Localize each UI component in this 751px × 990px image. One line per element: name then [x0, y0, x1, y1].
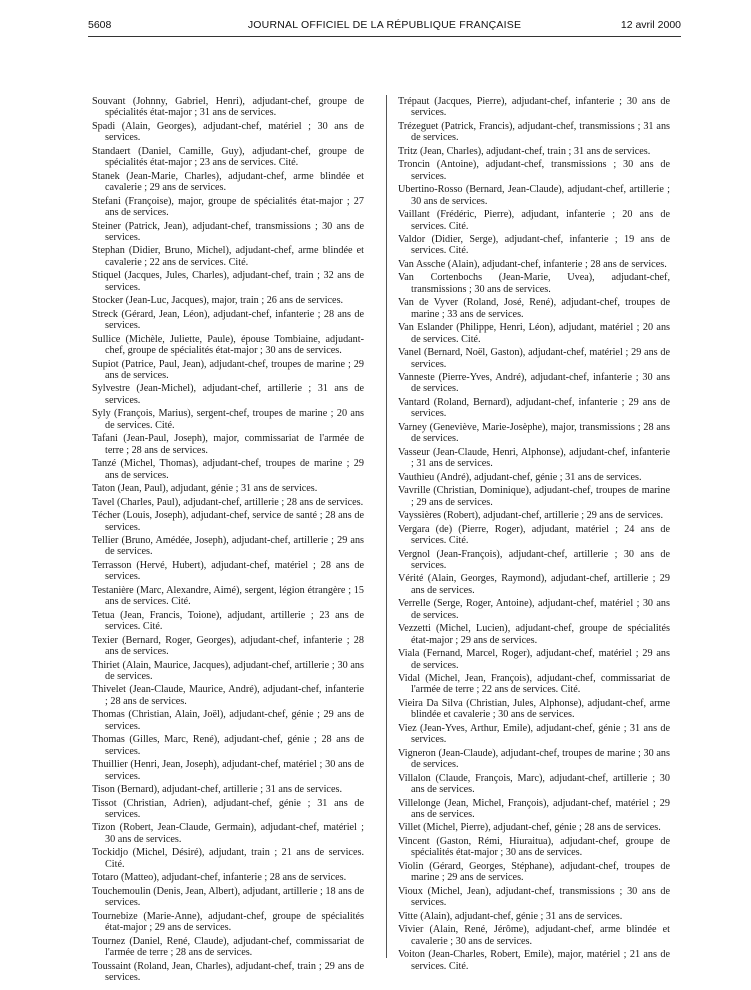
list-entry: Varney (Geneviève, Marie-Josèphe), major, transmissions ; 28 ans de services. [398, 421, 670, 445]
list-entry: Trézeguet (Patrick, Francis), adjudant-chef, transmissions ; 31 ans de services. [398, 120, 670, 144]
page-number: 5608 [88, 19, 112, 31]
list-entry: Van de Vyver (Roland, José, René), adjudant-chef, troupes de marine ; 33 ans de services. [398, 297, 670, 320]
list-entry: Testanière (Marc, Alexandre, Aimé), sergent, légion étrangère ; 15 ans de services. Cité. [92, 584, 364, 608]
list-entry: Ubertino-Rosso (Bernard, Jean-Claude), adjudant-chef, artillerie ; 30 ans de services. [398, 184, 670, 207]
list-entry: Stephan (Didier, Bruno, Michel), adjudant-chef, arme blindée et cavalerie ; 22 ans de services. Cité. [92, 245, 364, 268]
list-entry: Vioux (Michel, Jean), adjudant-chef, transmissions ; 30 ans de services. [398, 885, 670, 909]
list-entry: Tournez (Daniel, René, Claude), adjudant-chef, commissariat de l'armée de terre ; 28 ans de services. [92, 935, 364, 958]
journal-title: JOURNAL OFFICIEL DE LA RÉPUBLIQUE FRANÇAISE [247, 19, 522, 31]
list-entry: Thomas (Gilles, Marc, René), adjudant-chef, génie ; 28 ans de services. [92, 734, 364, 757]
list-entry: Tritz (Jean, Charles), adjudant-chef, train ; 31 ans de services. [398, 145, 651, 157]
list-entry: Streck (Gérard, Jean, Léon), adjudant-chef, infanterie ; 28 ans de services. [92, 308, 364, 332]
list-entry: Souvant (Johnny, Gabriel, Henri), adjudant-chef, groupe de spécialités état-major ; 31 ans de services. [92, 96, 364, 119]
list-entry: Vanneste (Pierre-Yves, André), adjudant-chef, infanterie ; 30 ans de services. [398, 372, 670, 395]
list-entry: Thomas (Christian, Alain, Joël), adjudant-chef, génie ; 29 ans de services. [92, 709, 364, 732]
list-entry: Vantard (Roland, Bernard), adjudant-chef, infanterie ; 29 ans de services. [398, 396, 670, 420]
list-entry: Texier (Bernard, Roger, Georges), adjudant-chef, infanterie ; 28 ans de services. [92, 634, 364, 658]
list-entry: Vanel (Bernard, Noël, Gaston), adjudant-chef, matériel ; 29 ans de services. [398, 347, 670, 370]
list-entry: Vezzetti (Michel, Lucien), adjudant-chef, groupe de spécialités état-major ; 29 ans de services. [398, 623, 670, 646]
list-entry: Thuillier (Henri, Jean, Joseph), adjudant-chef, matériel ; 30 ans de services. [92, 759, 364, 782]
list-entry: Toussaint (Roland, Jean, Charles), adjudant-chef, train ; 29 ans de services. [92, 960, 364, 983]
list-entry: Tockidjo (Michel, Désiré), adjudant, train ; 21 ans de services. Cité. [92, 847, 364, 870]
list-entry: Van Eslander (Philippe, Henri, Léon), adjudant, matériel ; 20 ans de services. Cité. [398, 322, 670, 345]
list-entry: Terrasson (Hervé, Hubert), adjudant-chef, matériel ; 28 ans de services. [92, 559, 364, 583]
list-entry: Stocker (Jean-Luc, Jacques), major, train ; 26 ans de services. [92, 295, 344, 307]
list-entry: Vivier (Alain, René, Jérôme), adjudant-chef, arme blindée et cavalerie ; 30 ans de services. [398, 924, 670, 947]
list-entry: Touchemoulin (Denis, Jean, Albert), adjudant, artillerie ; 18 ans de services. [92, 885, 364, 909]
list-entry: Tournebize (Marie-Anne), adjudant-chef, groupe de spécialités état-major ; 29 ans de services. [92, 910, 364, 934]
list-entry: Troncin (Antoine), adjudant-chef, transmissions ; 30 ans de services. [398, 159, 670, 182]
list-entry: Vergnol (Jean-François), adjudant-chef, artillerie ; 30 ans de services. [398, 548, 670, 571]
list-entry: Vérité (Alain, Georges, Raymond), adjudant-chef, artillerie ; 29 ans de services. [398, 573, 670, 596]
list-entry: Supiot (Patrice, Paul, Jean), adjudant-chef, troupes de marine ; 29 ans de services. [92, 358, 364, 381]
list-entry: Vasseur (Jean-Claude, Henri, Alphonse), adjudant-chef, infanterie ; 31 ans de services. [398, 446, 670, 470]
list-entry: Vayssières (Robert), adjudant-chef, artillerie ; 29 ans de services. [398, 510, 664, 522]
list-entry: Vauthieu (André), adjudant-chef, génie ; 31 ans de services. [398, 471, 642, 483]
list-entry: Van Assche (Alain), adjudant-chef, infanterie ; 28 ans de services. [398, 258, 667, 270]
list-entry: Stefani (Françoise), major, groupe de spécialités état-major ; 27 ans de services. [92, 195, 364, 219]
list-entry: Vincent (Gaston, Rémi, Hiuraitua), adjudant-chef, groupe de spécialités état-major ; 30 ans de services. [398, 835, 670, 859]
list-entry: Valdor (Didier, Serge), adjudant-chef, infanterie ; 19 ans de services. Cité. [398, 234, 670, 257]
list-entry: Viez (Jean-Yves, Arthur, Emile), adjudant-chef, génie ; 31 ans de services. [398, 722, 670, 746]
list-entry: Sylvestre (Jean-Michel), adjudant-chef, artillerie ; 31 ans de services. [92, 383, 364, 406]
list-entry: Steiner (Patrick, Jean), adjudant-chef, transmissions ; 30 ans de services. [92, 220, 364, 243]
list-entry: Voiton (Jean-Charles, Robert, Emile), major, matériel ; 21 ans de services. Cité. [398, 949, 670, 972]
list-entry: Vitte (Alain), adjudant-chef, génie ; 31 ans de services. [398, 910, 623, 922]
right-column [398, 96, 670, 974]
list-entry: Vidal (Michel, Jean, François), adjudant-chef, commissariat de l'armée de terre ; 22 ans de services. Cité. [398, 673, 670, 696]
list-entry: Tison (Bernard), adjudant-chef, artillerie ; 31 ans de services. [92, 784, 342, 796]
list-entry: Viala (Fernand, Marcel, Roger), adjudant-chef, matériel ; 29 ans de services. [398, 648, 670, 671]
left-column [92, 96, 364, 985]
publication-date: 12 avril 2000 [620, 19, 681, 31]
list-entry: Sullice (Michèle, Juliette, Paule), épouse Tombiaine, adjudant-chef, groupe de spécialités état-major ; 30 ans de services. [92, 333, 364, 357]
list-entry: Thivelet (Jean-Claude, Maurice, André), adjudant-chef, infanterie ; 28 ans de services. [92, 684, 364, 707]
list-entry: Vieira Da Silva (Christian, Jules, Alphonse), adjudant-chef, arme blindée et cavalerie ; 30 ans de services. [398, 697, 670, 721]
list-entry: Tanzé (Michel, Thomas), adjudant-chef, troupes de marine ; 29 ans de services. [92, 458, 364, 481]
list-entry: Syly (François, Marius), sergent-chef, troupes de marine ; 20 ans de services. Cité. [92, 408, 364, 431]
list-entry: Van Cortenbochs (Jean-Marie, Uvea), adjudant-chef, transmissions ; 30 ans de services. [398, 272, 670, 295]
list-entry: Vavrille (Christian, Dominique), adjudant-chef, troupes de marine ; 29 ans de services. [398, 485, 670, 508]
list-entry: Tavel (Charles, Paul), adjudant-chef, artillerie ; 28 ans de services. [92, 496, 364, 508]
list-entry: Taton (Jean, Paul), adjudant, génie ; 31 ans de services. [92, 483, 318, 495]
list-entry: Tizon (Robert, Jean-Claude, Germain), adjudant-chef, matériel ; 30 ans de services. [92, 822, 364, 845]
list-entry: Verrelle (Serge, Roger, Antoine), adjudant-chef, matériel ; 30 ans de services. [398, 598, 670, 621]
list-entry: Spadi (Alain, Georges), adjudant-chef, matériel ; 30 ans de services. [92, 120, 364, 144]
list-entry: Stanek (Jean-Marie, Charles), adjudant-chef, arme blindée et cavalerie ; 29 ans de services. [92, 170, 364, 194]
list-entry: Villet (Michel, Pierre), adjudant-chef, génie ; 28 ans de services. [398, 822, 661, 834]
list-entry: Vigneron (Jean-Claude), adjudant-chef, troupes de marine ; 30 ans de services. [398, 747, 670, 771]
list-entry: Tissot (Christian, Adrien), adjudant-chef, génie ; 31 ans de services. [92, 797, 364, 820]
list-entry: Tafani (Jean-Paul, Joseph), major, commissariat de l'armée de terre ; 28 ans de services. [92, 433, 364, 456]
list-entry: Técher (Louis, Joseph), adjudant-chef, service de santé ; 28 ans de services. [92, 510, 364, 533]
list-entry: Violin (Gérard, Georges, Stéphane), adjudant-chef, troupes de marine ; 29 ans de services. [398, 860, 670, 884]
list-entry: Standaert (Daniel, Camille, Guy), adjudant-chef, groupe de spécialités état-major ; 23 ans de services. Cité. [92, 145, 364, 169]
page-header [88, 19, 681, 35]
list-entry: Vaillant (Frédéric, Pierre), adjudant, infanterie ; 20 ans de services. Cité. [398, 209, 670, 232]
list-entry: Villelonge (Jean, Michel, François), adjudant-chef, matériel ; 29 ans de services. [398, 797, 670, 820]
header-rule [88, 36, 681, 37]
list-entry: Stiquel (Jacques, Jules, Charles), adjudant-chef, train ; 32 ans de services. [92, 270, 364, 293]
list-entry: Tetua (Jean, Francis, Toione), adjudant, artillerie ; 23 ans de services. Cité. [92, 609, 364, 633]
list-entry: Tellier (Bruno, Amédée, Joseph), adjudant-chef, artillerie ; 29 ans de services. [92, 535, 364, 558]
list-entry: Thiriet (Alain, Maurice, Jacques), adjudant-chef, artillerie ; 30 ans de services. [92, 659, 364, 682]
column-divider [386, 95, 387, 958]
list-entry: Villalon (Claude, François, Marc), adjudant-chef, artillerie ; 30 ans de services. [398, 772, 670, 796]
list-entry: Vergara (de) (Pierre, Roger), adjudant, matériel ; 24 ans de services. Cité. [398, 523, 670, 546]
list-entry: Totaro (Matteo), adjudant-chef, infanterie ; 28 ans de services. [92, 872, 347, 884]
list-entry: Trépaut (Jacques, Pierre), adjudant-chef, infanterie ; 30 ans de services. [398, 96, 670, 119]
